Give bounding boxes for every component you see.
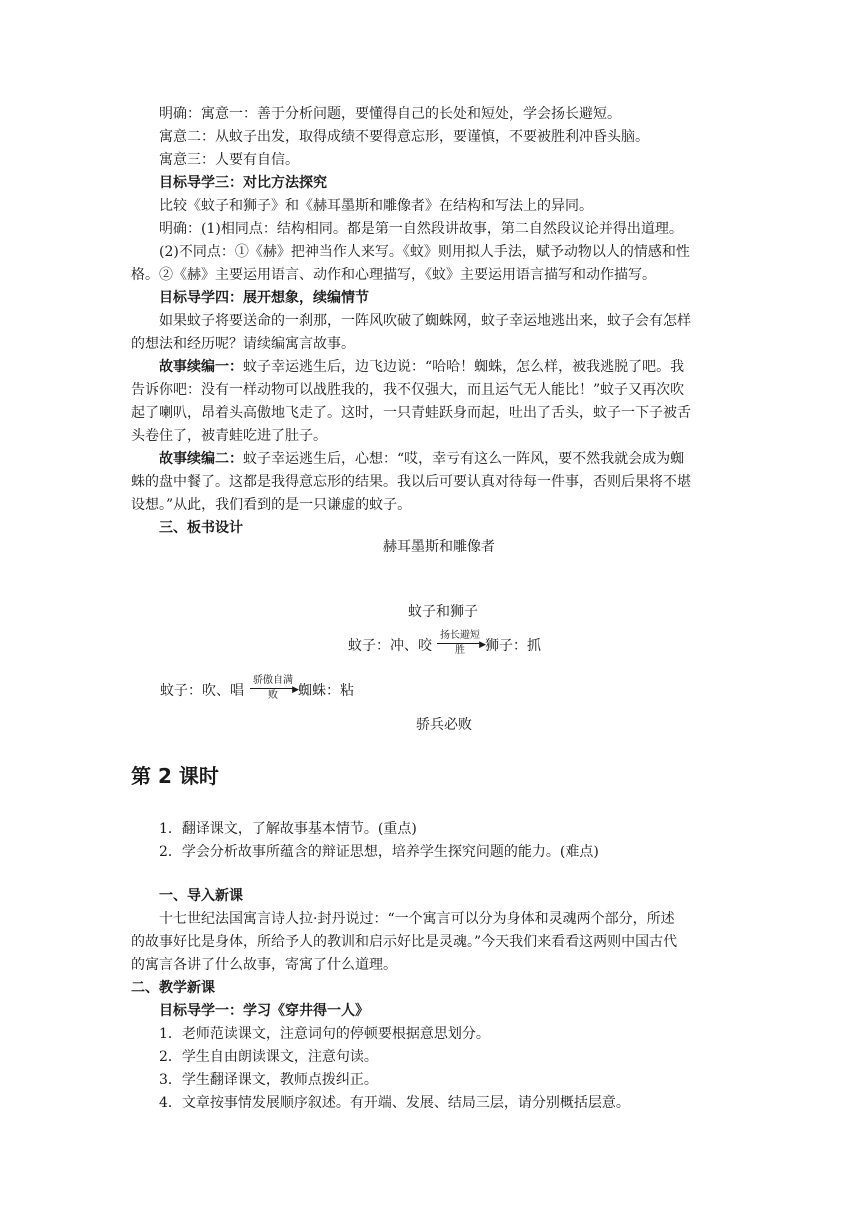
- section-3-heading: 三、板书设计: [159, 520, 243, 536]
- l2: 寓意二：从蚊子出发，取得成绩不要得意忘形，要谨慎，不要被胜利冲昏头脑。: [159, 129, 649, 145]
- intro-line-3: 的寓言各讲了什么故事，寄寓了什么道理。: [131, 957, 397, 973]
- row2-arrow-bottom: 败: [268, 690, 278, 701]
- story-1-text: 蚊子幸运逃生后，边飞边说：“哈哈！蜘蛛，怎么样，被我逃脱了吧。我: [243, 359, 685, 375]
- story-1-label: 故事续编一：: [159, 359, 243, 375]
- row1-arrow-icon: 扬长避短 ▶ 胜: [437, 630, 483, 660]
- step-1: 1．老师范读课文，注意词句的停顿要根据意思划分。: [159, 1026, 490, 1042]
- intro-line-2: 的故事好比是身体，所给予人的教训和启示好比是灵魂。”今天我们来看看这两则中国古代: [131, 934, 678, 950]
- row1-left: 蚊子：冲、咬: [348, 638, 432, 654]
- step-2: 2．学生自由朗读课文，注意句读。: [159, 1049, 378, 1065]
- heading-goal-4: 目标导学四：展开想象，续编情节: [159, 290, 369, 306]
- l5: 明确：(1)相同点：结构相同。都是第一自然段讲故事，第二自然段议论并得出道理。: [159, 221, 683, 237]
- story-2-line-2: 蛛的盘中餐了。这都是我得意忘形的结果。我以后可要认真对待每一件事，否则后果将不堪: [131, 474, 691, 490]
- l1: 明确：寓意一：善于分析问题，要懂得自己的长处和短处，学会扬长避短。: [159, 106, 621, 122]
- l4: 比较《蚊子和狮子》和《赫耳墨斯和雕像者》在结构和写法上的异同。: [159, 198, 593, 214]
- new-lesson-heading: 二、教学新课: [131, 980, 215, 996]
- story-2-line-1: [159, 449, 759, 469]
- story-2-label: 故事续编二：: [159, 451, 243, 467]
- step-4: 4．文章按事情发展顺序叙述。有开端、发展、结局三层，请分别概括层意。: [159, 1095, 630, 1111]
- board-conclusion: 骄兵必败: [416, 717, 472, 733]
- heading-goal-3: 目标导学三：对比方法探究: [159, 175, 327, 191]
- l8: 如果蚊子将要送命的一刹那，一阵风吹破了蜘蛛网，蚊子幸运地逃出来，蚊子会有怎样: [159, 313, 691, 329]
- lesson-2-heading: 第 2 课时: [131, 764, 219, 788]
- story-2-line-3: 设想。”从此，我们看到的是一只谦虚的蚊子。: [131, 497, 412, 513]
- row1-arrow-bottom: 胜: [455, 645, 465, 656]
- intro-heading: 一、导入新课: [159, 888, 243, 904]
- story-1-line-4: 头卷住了，被青蛙吃进了肚子。: [131, 428, 327, 444]
- board-title-2: 蚊子和狮子: [408, 604, 478, 620]
- row2-arrow-top: 骄傲自满: [253, 675, 293, 686]
- goal-1: 1．翻译课文，了解故事基本情节。(重点): [159, 821, 417, 837]
- row2-arrow-icon: 骄傲自满 ▶ 败: [250, 675, 296, 705]
- l7: 格。②《赫》主要运用语言、动作和心理描写，《蚊》主要运用语言描写和动作描写。: [131, 267, 656, 283]
- l6: (2)不同点：①《赫》把神当作人来写。《蚊》则用拟人手法，赋予动物以人的情感和性: [159, 244, 690, 260]
- story-1-line-3: 起了喇叭，昂着头高傲地飞走了。这时，一只青蛙跃身而起，吐出了舌头，蚊子一下子被舌: [131, 405, 691, 421]
- row2-left: 蚊子：吹、唱: [160, 683, 244, 699]
- l3: 寓意三：人要有自信。: [159, 152, 299, 168]
- story-2-text: 蚊子幸运逃生后，心想：“哎，幸亏有这么一阵风，要不然我就会成为蜘: [243, 451, 685, 467]
- board-title-1: 赫耳墨斯和雕像者: [383, 539, 495, 555]
- l9: 的想法和经历呢？请续编寓言故事。: [131, 336, 355, 352]
- goal-study-heading: 目标导学一：学习《穿井得一人》: [159, 1003, 369, 1019]
- intro-line-1: 十七世纪法国寓言诗人拉·封丹说过：“一个寓言可以分为身体和灵魂两个部分，所述: [159, 911, 675, 927]
- story-1-line-2: 告诉你吧：没有一样动物可以战胜我的，我不仅强大，而且运气无人能比！”蚊子又再次吹: [131, 382, 685, 398]
- row1-right: 狮子：抓: [485, 638, 541, 654]
- row2-right: 蜘蛛：粘: [298, 683, 354, 699]
- goal-2: 2．学会分析故事所蕴含的辩证思想，培养学生探究问题的能力。(难点): [159, 844, 599, 860]
- story-1-line-1: [159, 357, 759, 377]
- step-3: 3．学生翻译课文，教师点拨纠正。: [159, 1072, 378, 1088]
- row1-arrow-top: 扬长避短: [440, 630, 480, 641]
